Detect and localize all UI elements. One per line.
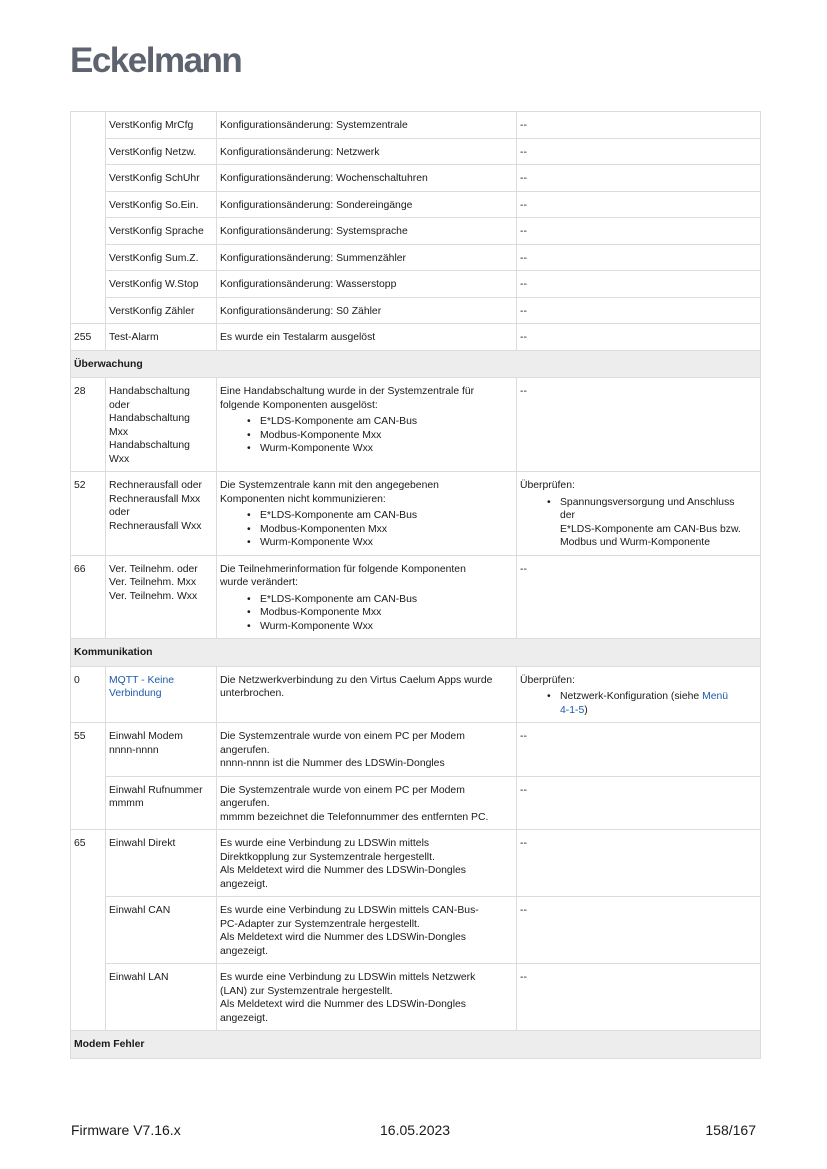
message-description: Es wurde eine Verbindung zu LDSWin mittels Netzwerk (LAN) zur Systemzentrale hergestellt. Als Meldetext wird die Nummer des LDSWin-Dongles angezeigt. [217, 964, 517, 1031]
list-item: • Spannungsversorgung und Anschluss der E*LDS-Komponente am CAN-Bus bzw. Modbus und Wurm-Komponente [560, 496, 757, 550]
section-header [71, 350, 761, 378]
list-item: • Wurm-Komponente Wxx [260, 536, 513, 550]
number-cell: 0 [71, 666, 106, 723]
list-item: • Modbus-Komponente Mxx [260, 429, 513, 443]
list-item: • Modbus-Komponente Mxx [260, 606, 513, 620]
number-cell: 255 [71, 324, 106, 351]
table-row [71, 776, 761, 830]
table-row [71, 830, 761, 897]
message-description: Konfigurationsänderung: Sondereingänge [217, 191, 517, 218]
message-description: Konfigurationsänderung: Summenzähler [217, 244, 517, 271]
section-header [71, 639, 761, 667]
message-name: Einwahl Direkt [106, 830, 217, 897]
message-name: Einwahl Modem nnnn-nnnn [106, 723, 217, 777]
check-list [520, 690, 757, 717]
section-header [71, 1031, 761, 1059]
list-item: • Modbus-Komponenten Mxx [260, 523, 513, 537]
message-name: Ver. Teilnehm. oder Ver. Teilnehm. Mxx Ver. Teilnehm. Wxx [106, 555, 217, 639]
footer-page-number: 158/167 [705, 1122, 756, 1138]
check-cell: -- [517, 830, 761, 897]
component-list [220, 415, 513, 456]
eckelmann-logo: Eckelmann [70, 41, 242, 80]
list-item: • E*LDS-Komponente am CAN-Bus [260, 415, 513, 429]
table-row [71, 378, 761, 472]
message-description: Konfigurationsänderung: Netzwerk [217, 138, 517, 165]
message-description: Konfigurationsänderung: Wochenschaltuhren [217, 165, 517, 192]
message-description: Konfigurationsänderung: Systemzentrale [217, 112, 517, 139]
table-row [71, 165, 761, 192]
message-description: Es wurde ein Testalarm ausgelöst [217, 324, 517, 351]
check-cell: -- [517, 138, 761, 165]
check-cell: -- [517, 191, 761, 218]
table-row [71, 271, 761, 298]
check-cell: -- [517, 297, 761, 324]
table-row [71, 472, 761, 556]
message-description: Die Systemzentrale wurde von einem PC per Modem angerufen. mmmm bezeichnet die Telefonnummer des entfernten PC. [217, 776, 517, 830]
table-row [71, 191, 761, 218]
check-cell: -- [517, 964, 761, 1031]
message-name: VerstKonfig W.Stop [106, 271, 217, 298]
number-cell: 66 [71, 555, 106, 639]
message-name: Rechnerausfall oder Rechnerausfall Mxx oder Rechnerausfall Wxx [106, 472, 217, 556]
table-row [71, 555, 761, 639]
message-name-link[interactable]: MQTT - Keine Verbindung [106, 666, 217, 723]
message-description: Es wurde eine Verbindung zu LDSWin mittels CAN-Bus- PC-Adapter zur Systemzentrale hergestellt. Als Meldetext wird die Nummer des LDSWin-Dongles angezeigt. [217, 897, 517, 964]
footer-date: 16.05.2023 [380, 1122, 451, 1138]
list-item: • E*LDS-Komponente am CAN-Bus [260, 509, 513, 523]
message-description: Eine Handabschaltung wurde in der Systemzentrale für folgende Komponenten ausgelöst: • E*LDS-Komponente am CAN-Bus • Modbus-Komponente Mxx • Wurm-Komponente Wxx [217, 378, 517, 472]
check-cell: -- [517, 378, 761, 472]
message-name: VerstKonfig MrCfg [106, 112, 217, 139]
alarm-message-table [70, 111, 761, 1059]
check-list [520, 496, 757, 550]
message-description: Die Teilnehmerinformation für folgende Komponenten wurde verändert: • E*LDS-Komponente am CAN-Bus • Modbus-Komponente Mxx • Wurm-Komponente Wxx [217, 555, 517, 639]
table-row [71, 324, 761, 351]
message-description: Konfigurationsänderung: Wasserstopp [217, 271, 517, 298]
table-row [71, 723, 761, 777]
check-cell: -- [517, 324, 761, 351]
message-name: Einwahl Rufnummer mmmm [106, 776, 217, 830]
check-cell: Überprüfen: • Netzwerk-Konfiguration (siehe Menü 4-1-5) [517, 666, 761, 723]
check-cell: -- [517, 244, 761, 271]
message-description: Die Systemzentrale wurde von einem PC per Modem angerufen. nnnn-nnnn ist die Nummer des LDSWin-Dongles [217, 723, 517, 777]
message-name: VerstKonfig Netzw. [106, 138, 217, 165]
message-description: Es wurde eine Verbindung zu LDSWin mittels Direktkopplung zur Systemzentrale hergestellt. Als Meldetext wird die Nummer des LDSWin-Dongles angezeigt. [217, 830, 517, 897]
check-cell: -- [517, 723, 761, 777]
check-cell: -- [517, 897, 761, 964]
message-name: VerstKonfig SchUhr [106, 165, 217, 192]
component-list [220, 593, 513, 634]
message-description: Die Netzwerkverbindung zu den Virtus Caelum Apps wurde unterbrochen. [217, 666, 517, 723]
check-cell: -- [517, 271, 761, 298]
menu-link[interactable]: 4-1-5 [560, 704, 585, 716]
table-row [71, 666, 761, 723]
number-cell: 65 [71, 830, 106, 1031]
check-cell: -- [517, 218, 761, 245]
message-name: VerstKonfig Sprache [106, 218, 217, 245]
message-name: Einwahl LAN [106, 964, 217, 1031]
section-title: Überwachung [71, 350, 761, 378]
list-item: • Wurm-Komponente Wxx [260, 620, 513, 634]
list-item: • Wurm-Komponente Wxx [260, 442, 513, 456]
check-cell: Überprüfen: • Spannungsversorgung und Anschluss der E*LDS-Komponente am CAN-Bus bzw. Modbus und Wurm-Komponente [517, 472, 761, 556]
message-description: Die Systemzentrale kann mit den angegebenen Komponenten nicht kommunizieren: • E*LDS-Komponente am CAN-Bus • Modbus-Komponenten Mxx • Wurm-Komponente Wxx [217, 472, 517, 556]
list-item: • E*LDS-Komponente am CAN-Bus [260, 593, 513, 607]
table-row [71, 138, 761, 165]
check-cell: -- [517, 776, 761, 830]
message-name: VerstKonfig Sum.Z. [106, 244, 217, 271]
message-name: Handabschaltung oder Handabschaltung Mxx Handabschaltung Wxx [106, 378, 217, 472]
menu-link[interactable]: Menü [702, 691, 729, 702]
message-name: Einwahl CAN [106, 897, 217, 964]
table-row [71, 964, 761, 1031]
table-row [71, 218, 761, 245]
table-row [71, 244, 761, 271]
message-name: Test-Alarm [106, 324, 217, 351]
number-cell [71, 112, 106, 324]
message-name: VerstKonfig So.Ein. [106, 191, 217, 218]
section-title: Kommunikation [71, 639, 761, 667]
number-cell: 28 [71, 378, 106, 472]
list-item: • Netzwerk-Konfiguration (siehe Menü 4-1-5) [560, 690, 757, 717]
number-cell: 55 [71, 723, 106, 830]
message-name: VerstKonfig Zähler [106, 297, 217, 324]
check-cell: -- [517, 555, 761, 639]
message-description: Konfigurationsänderung: S0 Zähler [217, 297, 517, 324]
table-row [71, 112, 761, 139]
message-description: Konfigurationsänderung: Systemsprache [217, 218, 517, 245]
check-cell: -- [517, 165, 761, 192]
footer-firmware: Firmware V7.16.x [71, 1122, 181, 1138]
check-cell: -- [517, 112, 761, 139]
table-row [71, 297, 761, 324]
section-title: Modem Fehler [71, 1031, 761, 1059]
table-row [71, 897, 761, 964]
component-list [220, 509, 513, 550]
number-cell: 52 [71, 472, 106, 556]
